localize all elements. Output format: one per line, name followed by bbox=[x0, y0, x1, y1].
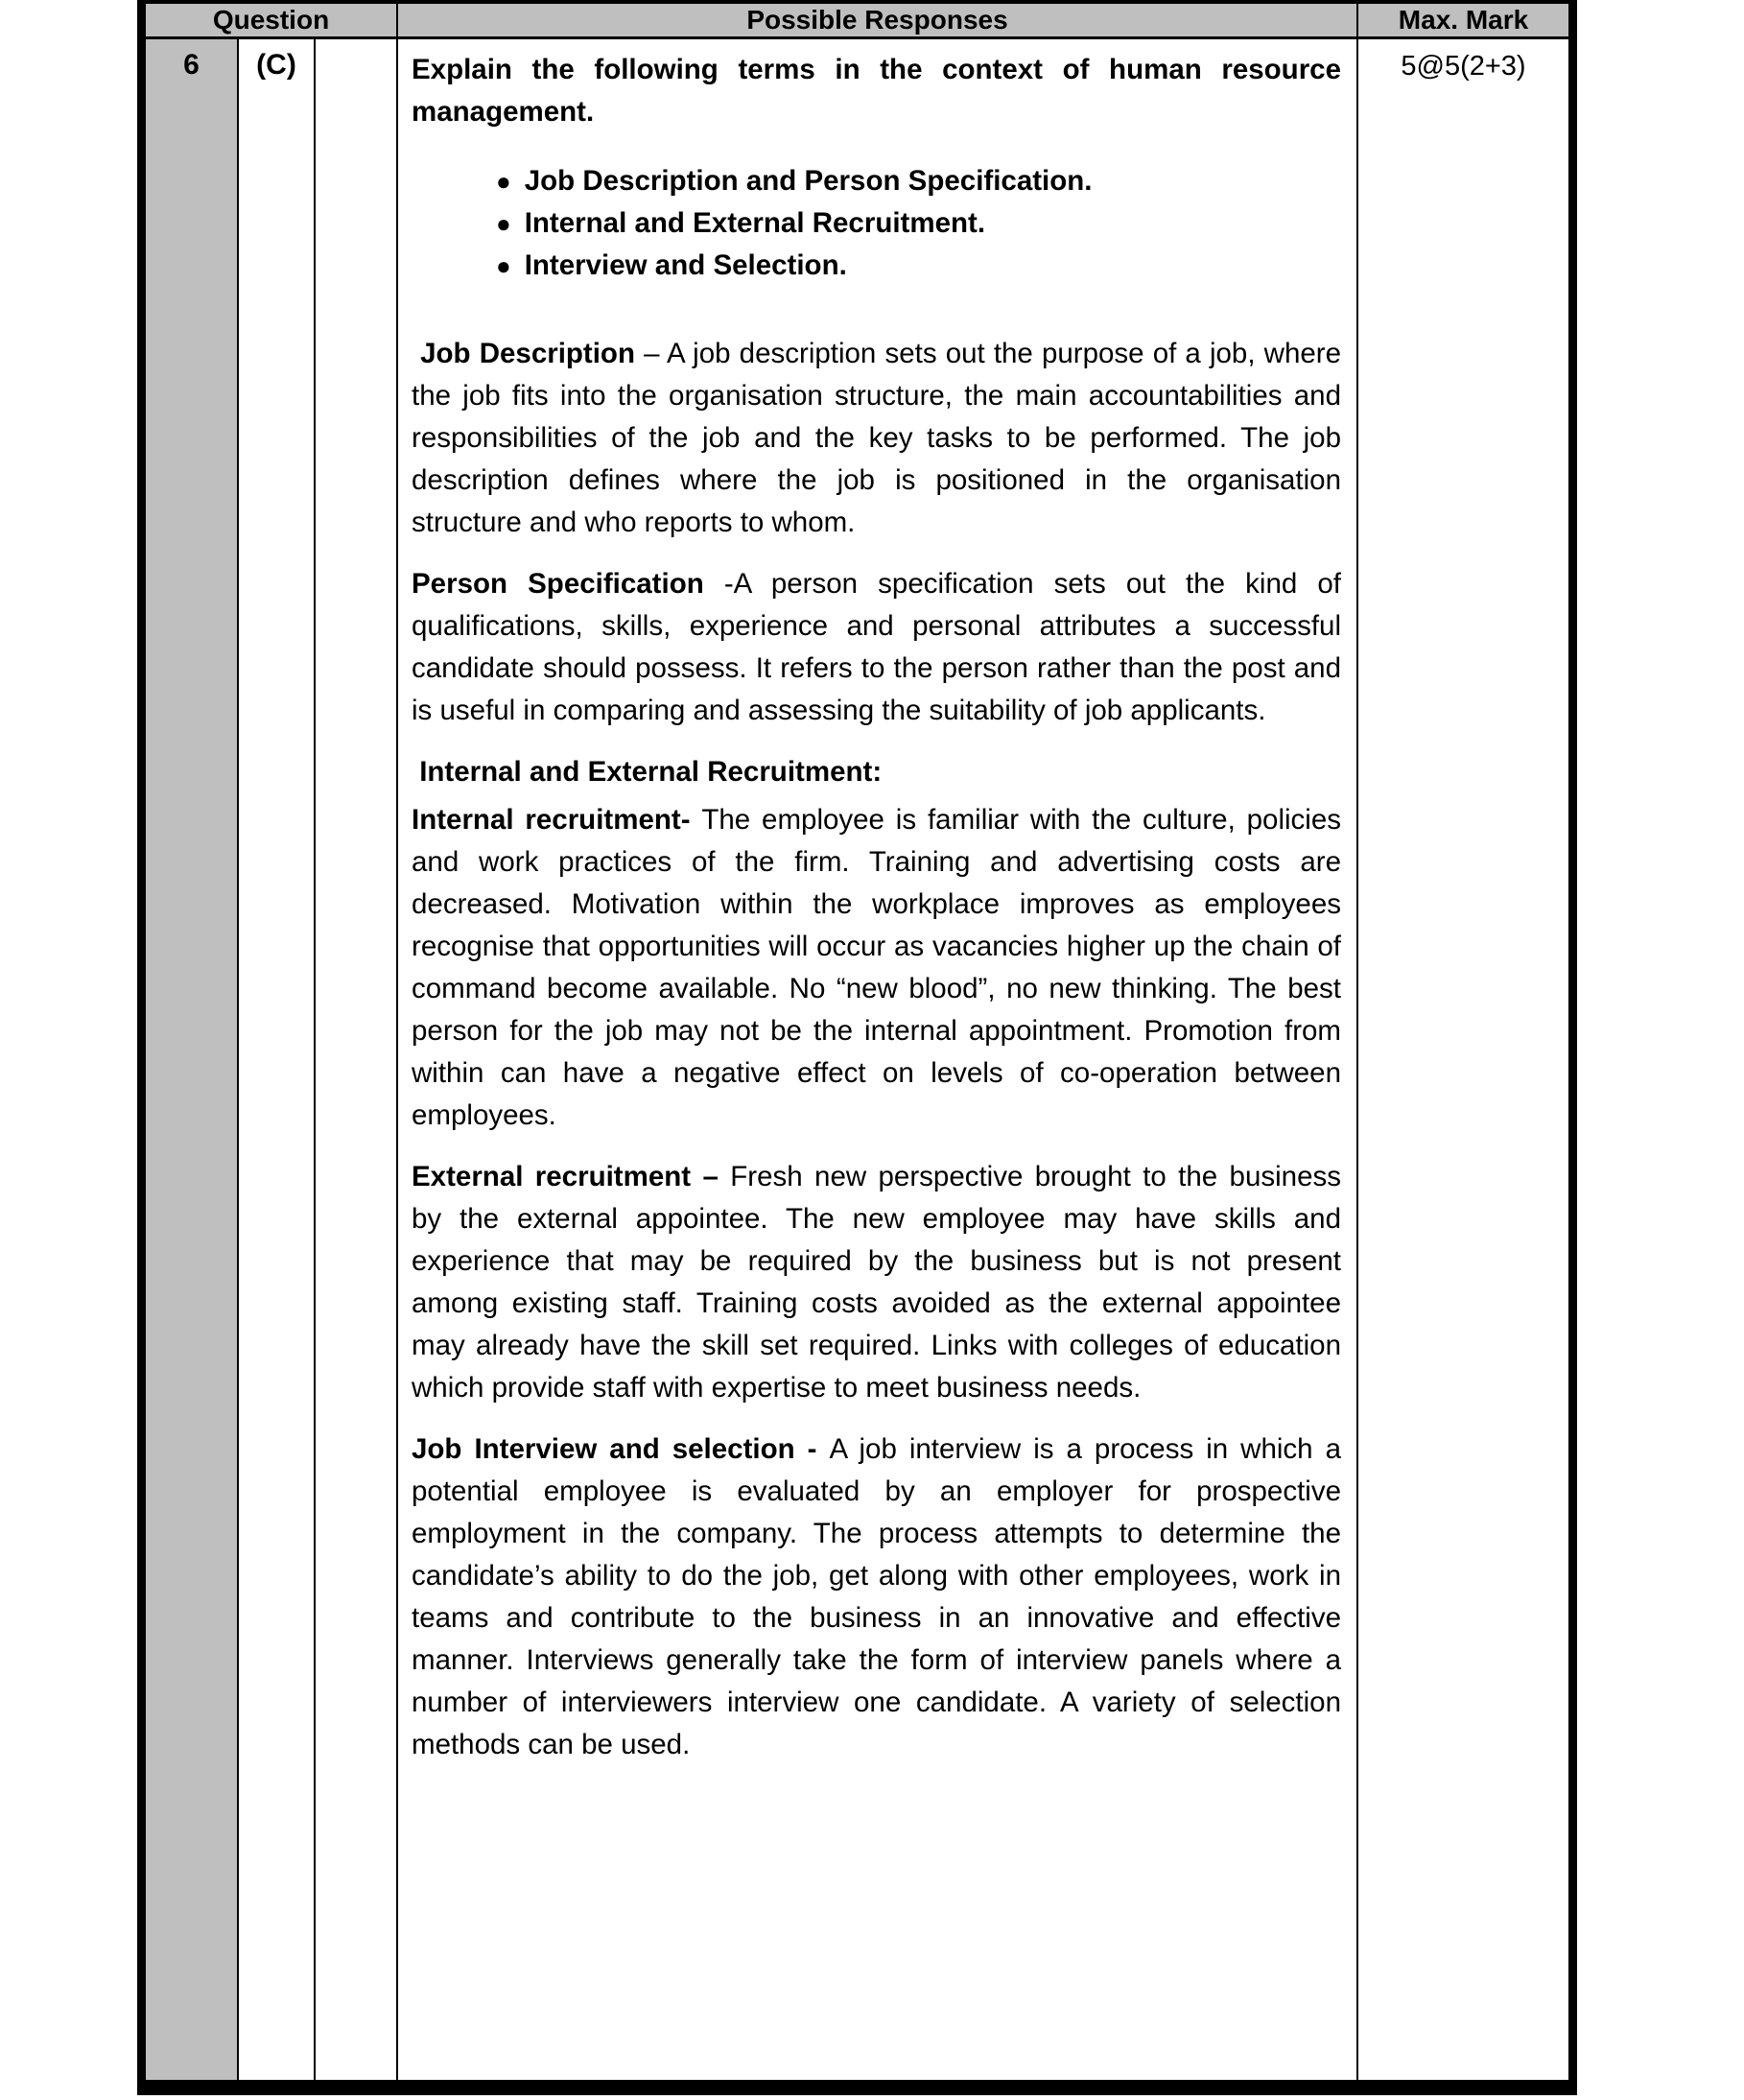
text-run: External recruitment – bbox=[412, 1161, 731, 1192]
response-paragraph bbox=[412, 1156, 1350, 1409]
text-run: Fresh new perspective brought to the business by the external appointee. The new employee may have skills and experience that may be required by the business but is not present among existing staff. Training costs avoided as the external appointee may already have the skill set required. Links with colleges of education which provide staff with expertise to meet business needs. bbox=[412, 1161, 1350, 1404]
header-question: Question bbox=[146, 4, 398, 39]
text-run: Job Interview and selection - bbox=[412, 1433, 830, 1465]
question-part-cell: (C) bbox=[239, 39, 316, 2080]
text-run: A job interview is a process in which a potential employee is evaluated by an employer for prospective employment in the company. The process attempts to determine the candidate’s ability to do the job, get along with other employees, work in teams and contribute to the business in an innovative and effective manner. Interviews generally take the form of interview panels where a number of interviewers interview one candidate. A variety of selection methods can be used. bbox=[412, 1433, 1350, 1760]
max-mark-cell: 5@5(2+3) bbox=[1401, 51, 1526, 82]
bullet-icon: ● bbox=[496, 167, 511, 196]
response-paragraph bbox=[412, 333, 1350, 544]
response-paragraph bbox=[412, 563, 1350, 732]
bullet-text: Job Description and Person Specification. bbox=[524, 165, 1093, 197]
bullet-text: Interview and Selection. bbox=[524, 249, 847, 281]
response-paragraph bbox=[412, 1428, 1350, 1766]
question-subpart-cell-empty bbox=[316, 39, 398, 2080]
bullet-icon: ● bbox=[496, 209, 511, 238]
response-paragraph bbox=[412, 799, 1350, 1137]
bullet-item bbox=[496, 202, 1341, 245]
response-paragraph bbox=[412, 49, 1350, 133]
question-number-cell: 6 bbox=[146, 39, 239, 2080]
bullet-text: Internal and External Recruitment. bbox=[524, 207, 986, 239]
possible-responses-cell bbox=[398, 39, 1358, 2080]
text-run: – A job description sets out the purpose of a job, where the job fits into the organisation structure, the main accountabilities and responsibilities of the job and the key tasks to be performed. The job description defines where the job is positioned in the organisation structure and who reports to whom. bbox=[412, 338, 1350, 538]
marking-scheme-table bbox=[137, 0, 1577, 2095]
bullet-item bbox=[496, 160, 1341, 202]
text-run: Internal and External Recruitment: bbox=[412, 756, 883, 788]
text-run: -A person specification sets out the kind of qualifications, skills, experience and personal attributes a successful candidate should possess. It refers to the person rather than the post and is useful in comparing and assessing the suitability of job applicants. bbox=[412, 568, 1350, 726]
bullet-list bbox=[412, 160, 1341, 287]
text-run: Job Description bbox=[412, 338, 645, 369]
text-run: Internal recruitment- bbox=[412, 804, 702, 836]
header-max-mark: Max. Mark bbox=[1358, 4, 1568, 39]
text-run: The employee is familiar with the culture, policies and work practices of the firm. Training and advertising costs are decreased. Motivation within the workplace improves as employees recognise that opportunities will occur as vacancies higher up the chain of command become available. No “new blood”, no new thinking. The best person for the job may not be the internal appointment. Promotion from within can have a negative effect on levels of co-operation between employees. bbox=[412, 804, 1350, 1131]
section-heading bbox=[412, 751, 1341, 793]
bullet-icon: ● bbox=[496, 251, 511, 280]
bullet-item bbox=[496, 245, 1341, 287]
header-possible-responses: Possible Responses bbox=[398, 4, 1358, 39]
text-run: Person Specification bbox=[412, 568, 724, 600]
text-run: Explain the following terms in the context of human resource management. bbox=[412, 54, 1350, 128]
